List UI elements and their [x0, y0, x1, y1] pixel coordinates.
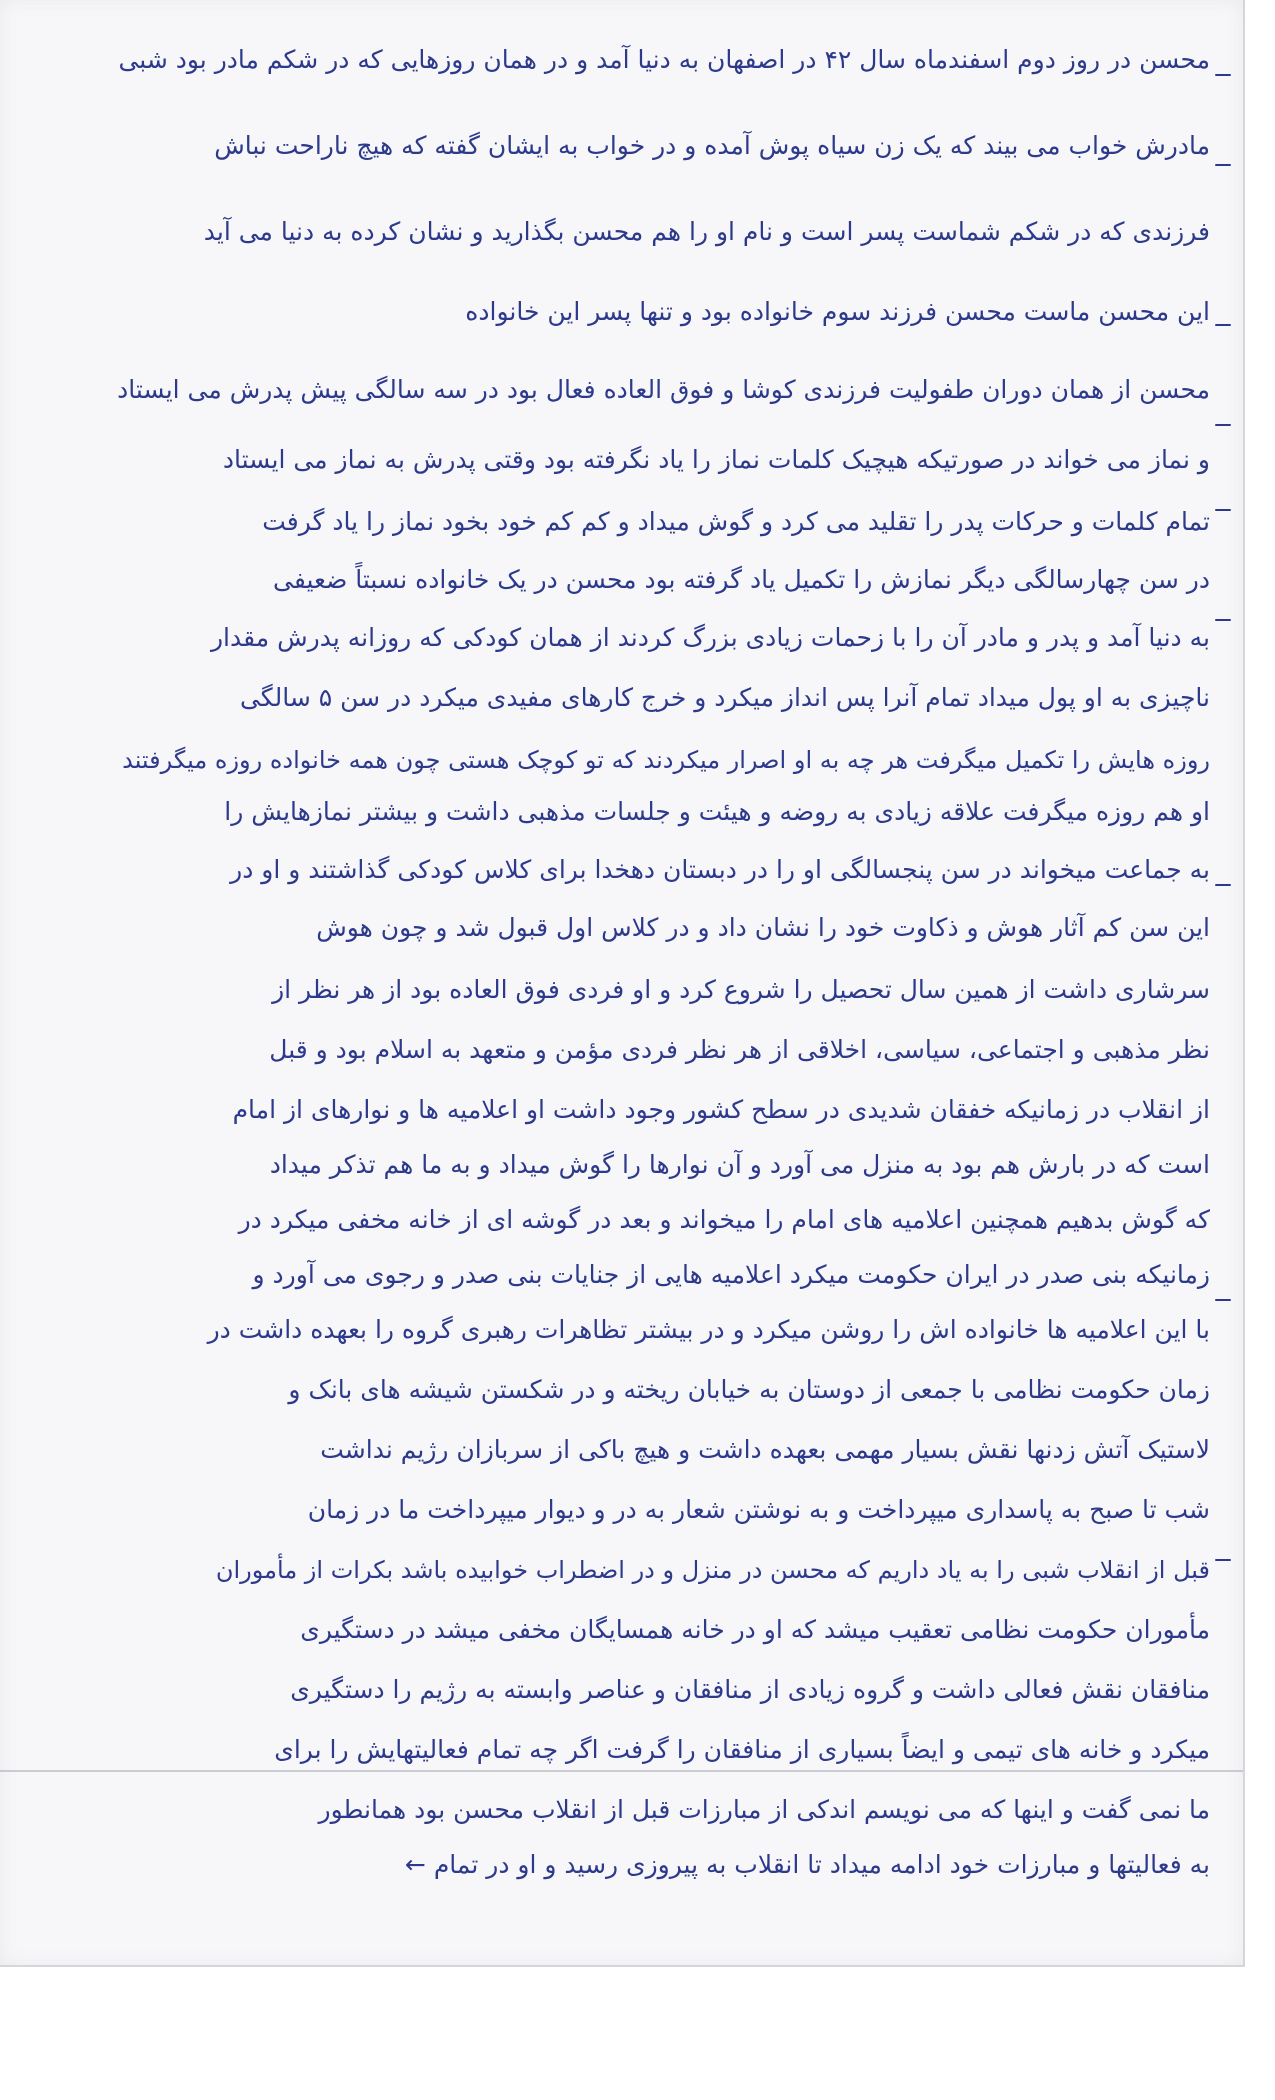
letter-line: مأموران حکومت نظامی تعقیب میشد که او در خانه همسایگان مخفی میشد در دستگیری [300, 1615, 1210, 1644]
letter-line: نظر مذهبی و اجتماعی، سیاسی، اخلاقی از هر نظر فردی مؤمن و متعهد به اسلام بود و قبل [269, 1035, 1210, 1064]
letter-line: به جماعت میخواند در سن پنجسالگی او را در دبستان دهخدا برای کلاس کودکی گذاشتند و او در [230, 855, 1210, 884]
letter-line: منافقان نقش فعالی داشت و گروه زیادی از منافقان و عناصر وابسته به رژیم را دستگیری [290, 1675, 1210, 1704]
letter-line: با این اعلامیه ها خانواده اش را روشن میکرد و در بیشتر تظاهرات رهبری گروه را بعهده داشت در [207, 1315, 1210, 1344]
letter-line: در سن چهارسالگی دیگر نمازش را تکمیل یاد گرفته بود محسن در یک خانواده نسبتاً ضعیفی [272, 565, 1210, 594]
letter-line: مادرش خواب می بیند که یک زن سیاه پوش آمده و در خواب به ایشان گفته که هیچ ناراحت نباش [214, 131, 1210, 160]
letter-line: و نماز می خواند در صورتیکه هیچیک کلمات نماز را یاد نگرفته بود وقتی پدرش به نماز می ایستاد [222, 445, 1210, 474]
letter-line: که گوش بدهیم همچنین اعلامیه های امام را میخواند و بعد در گوشه ای از خانه مخفی میکرد در [238, 1205, 1210, 1234]
letter-line: این سن کم آثار هوش و ذکاوت خود را نشان داد و در کلاس اول قبول شد و چون هوش [316, 913, 1210, 942]
letter-line: محسن در روز دوم اسفندماه سال ۴۲ در اصفهان به دنیا آمد و در همان روزهایی که در شکم مادر بود شبی [118, 45, 1210, 74]
letter-line: لاستیک آتش زدنها نقش بسیار مهمی بعهده داشت و هیچ باکی از سربازان رژیم نداشت [320, 1435, 1210, 1464]
letter-line: از انقلاب در زمانیکه خفقان شدیدی در سطح کشور وجود داشت او اعلامیه ها و نوارهای از امام [232, 1095, 1210, 1124]
letter-line: ما نمی گفت و اینها که می نویسم اندکی از مبارزات قبل از انقلاب محسن بود همانطور [318, 1795, 1210, 1824]
letter-line: شب تا صبح به پاسداری میپرداخت و به نوشتن شعار به در و دیوار میپرداخت ما در زمان [307, 1495, 1210, 1524]
letter-line: محسن از همان دوران طفولیت فرزندی کوشا و فوق العاده فعال بود در سه سالگی پیش پدرش می ایستاد [117, 375, 1210, 404]
letter-line: قبل از انقلاب شبی را به یاد داریم که محسن در منزل و در اضطراب خوابیده باشد بکرات از مأموران [215, 1556, 1210, 1584]
letter-line: روزه هایش را تکمیل میگرفت هر چه به او اصرار میکردند که تو کوچک هستی چون همه خانواده روزه میگرفتند [122, 746, 1210, 774]
letter-line: به فعالیتها و مبارزات خود ادامه میداد تا انقلاب به پیروزی رسید و او در تمام ← [404, 1850, 1210, 1879]
letter-line: میکرد و خانه های تیمی و ایضاً بسیاری از منافقان را گرفت اگر چه تمام فعالیتهایش را برای [274, 1735, 1210, 1764]
letter-line: زمانیکه بنی صدر در ایران حکومت میکرد اعلامیه هایی از جنایات بنی صدر و رجوی می آورد و [252, 1260, 1210, 1289]
page-fold-crease [0, 1770, 1243, 1772]
letter-line: تمام کلمات و حرکات پدر را تقلید می کرد و گوش میداد و کم کم خود بخود نماز را یاد گرفت [262, 507, 1210, 536]
letter-line: ناچیزی به او پول میداد تمام آنرا پس انداز میکرد و خرج کارهای مفیدی میکرد در سن ۵ سالگی [239, 683, 1210, 712]
letter-line: است که در بارش هم بود به منزل می آورد و آن نوارها را گوش میداد و به ما هم تذکر میداد [269, 1150, 1210, 1179]
letter-line: او هم روزه میگرفت علاقه زیادی به روضه و هیئت و جلسات مذهبی داشت و بیشتر نمازهایش را [224, 797, 1210, 826]
letter-line: این محسن ماست محسن فرزند سوم خانواده بود و تنها پسر این خانواده [465, 297, 1210, 326]
letter-line: فرزندی که در شکم شماست پسر است و نام او را هم محسن بگذارید و نشان کرده به دنیا می آید [203, 217, 1210, 246]
letter-line: زمان حکومت نظامی با جمعی از دوستان به خیابان ریخته و در شکستن شیشه های بانک و [288, 1375, 1210, 1404]
letter-line: سرشاری داشت از همین سال تحصیل را شروع کرد و او فردی فوق العاده بود از هر نظر از [272, 975, 1210, 1004]
letter-line: به دنیا آمد و پدر و مادر آن را با زحمات زیادی بزرگ کردند از همان کودکی که روزانه پدرش مقدار [210, 623, 1210, 652]
